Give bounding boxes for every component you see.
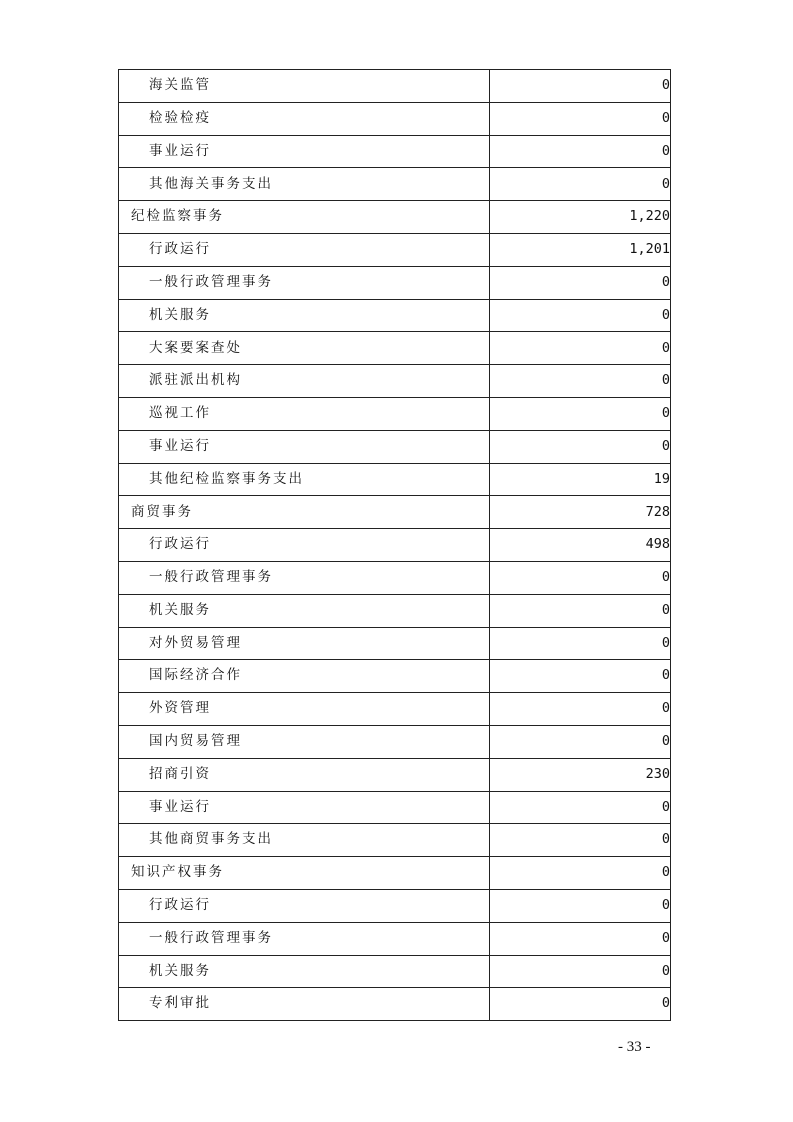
table-row	[119, 299, 671, 332]
row-item-amount: 0	[490, 365, 671, 398]
row-item-amount: 0	[490, 693, 671, 726]
row-item-amount: 0	[490, 332, 671, 365]
row-item-amount: 0	[490, 988, 671, 1021]
row-item-name	[119, 102, 490, 135]
row-item-amount: 0	[490, 561, 671, 594]
table-row	[119, 463, 671, 496]
row-item-name	[119, 397, 490, 430]
table-row	[119, 824, 671, 857]
row-item-name-text: 国际经济合作	[149, 667, 242, 684]
table-row	[119, 627, 671, 660]
table-row	[119, 791, 671, 824]
row-item-amount: 0	[490, 266, 671, 299]
budget-table	[118, 69, 671, 1021]
row-item-amount: 0	[490, 594, 671, 627]
row-item-name-text: 国内贸易管理	[149, 733, 242, 750]
row-item-amount: 230	[490, 758, 671, 791]
table-row	[119, 266, 671, 299]
table-row	[119, 496, 671, 529]
row-item-name	[119, 594, 490, 627]
row-item-amount: 0	[490, 430, 671, 463]
row-item-name-text: 机关服务	[149, 601, 211, 618]
row-item-name	[119, 889, 490, 922]
row-item-name-text: 一般行政管理事务	[149, 273, 273, 290]
row-item-amount: 0	[490, 397, 671, 430]
row-item-amount: 728	[490, 496, 671, 529]
row-item-name	[119, 561, 490, 594]
table-row	[119, 201, 671, 234]
row-item-name	[119, 135, 490, 168]
row-item-name	[119, 660, 490, 693]
table-row	[119, 397, 671, 430]
table-row	[119, 725, 671, 758]
row-item-name-text: 派驻派出机构	[149, 372, 242, 389]
row-item-name-text: 行政运行	[149, 536, 211, 553]
row-item-name	[119, 857, 490, 890]
row-item-name-text: 机关服务	[149, 962, 211, 979]
row-item-name	[119, 758, 490, 791]
table-row	[119, 102, 671, 135]
row-item-name-text: 纪检监察事务	[131, 208, 224, 225]
table-row	[119, 758, 671, 791]
row-item-amount: 0	[490, 135, 671, 168]
row-item-amount: 0	[490, 955, 671, 988]
row-item-amount: 0	[490, 857, 671, 890]
table-row	[119, 955, 671, 988]
row-item-name-text: 商贸事务	[131, 503, 193, 520]
row-item-amount: 1,201	[490, 233, 671, 266]
row-item-name-text: 其他纪检监察事务支出	[149, 470, 304, 487]
row-item-amount: 0	[490, 922, 671, 955]
row-item-amount: 498	[490, 529, 671, 562]
row-item-amount: 0	[490, 660, 671, 693]
row-item-amount: 19	[490, 463, 671, 496]
table-row	[119, 693, 671, 726]
row-item-name-text: 海关监管	[149, 77, 211, 94]
table-row	[119, 332, 671, 365]
table-row	[119, 988, 671, 1021]
row-item-name	[119, 922, 490, 955]
row-item-name-text: 检验检疫	[149, 109, 211, 126]
row-item-name-text: 招商引资	[149, 765, 211, 782]
row-item-name-text: 行政运行	[149, 897, 211, 914]
row-item-amount: 0	[490, 725, 671, 758]
row-item-name-text: 事业运行	[149, 798, 211, 815]
row-item-name	[119, 988, 490, 1021]
row-item-name	[119, 201, 490, 234]
row-item-name	[119, 299, 490, 332]
row-item-name	[119, 233, 490, 266]
row-item-name	[119, 791, 490, 824]
row-item-amount: 0	[490, 824, 671, 857]
row-item-name	[119, 955, 490, 988]
row-item-name-text: 一般行政管理事务	[149, 929, 273, 946]
row-item-name-text: 其他商贸事务支出	[149, 831, 273, 848]
table-row	[119, 660, 671, 693]
budget-table-body	[119, 70, 671, 1021]
row-item-name-text: 其他海关事务支出	[149, 175, 273, 192]
row-item-name-text: 机关服务	[149, 306, 211, 323]
row-item-name	[119, 463, 490, 496]
page-number: - 33 -	[618, 1039, 651, 1055]
row-item-amount: 0	[490, 627, 671, 660]
row-item-name-text: 专利审批	[149, 995, 211, 1012]
table-row	[119, 135, 671, 168]
row-item-name	[119, 529, 490, 562]
table-row	[119, 561, 671, 594]
table-row	[119, 168, 671, 201]
row-item-name-text: 外资管理	[149, 700, 211, 717]
row-item-name	[119, 266, 490, 299]
row-item-name-text: 行政运行	[149, 241, 211, 258]
row-item-name-text: 对外贸易管理	[149, 634, 242, 651]
table-row	[119, 922, 671, 955]
row-item-name-text: 事业运行	[149, 437, 211, 454]
row-item-amount: 0	[490, 102, 671, 135]
row-item-name	[119, 332, 490, 365]
row-item-name-text: 知识产权事务	[131, 864, 224, 881]
table-row	[119, 430, 671, 463]
table-row	[119, 529, 671, 562]
row-item-amount: 0	[490, 889, 671, 922]
row-item-name	[119, 70, 490, 103]
row-item-name	[119, 824, 490, 857]
row-item-name	[119, 168, 490, 201]
row-item-amount: 0	[490, 70, 671, 103]
table-row	[119, 365, 671, 398]
row-item-amount: 1,220	[490, 201, 671, 234]
row-item-amount: 0	[490, 299, 671, 332]
table-row	[119, 233, 671, 266]
row-item-amount: 0	[490, 168, 671, 201]
row-item-name	[119, 725, 490, 758]
table-row	[119, 889, 671, 922]
table-row	[119, 70, 671, 103]
row-item-name	[119, 365, 490, 398]
row-item-name	[119, 430, 490, 463]
row-item-amount: 0	[490, 791, 671, 824]
row-item-name-text: 一般行政管理事务	[149, 569, 273, 586]
row-item-name	[119, 496, 490, 529]
row-item-name-text: 巡视工作	[149, 405, 211, 422]
table-row	[119, 857, 671, 890]
row-item-name-text: 事业运行	[149, 142, 211, 159]
row-item-name-text: 大案要案查处	[149, 339, 242, 356]
row-item-name	[119, 627, 490, 660]
table-row	[119, 594, 671, 627]
row-item-name	[119, 693, 490, 726]
